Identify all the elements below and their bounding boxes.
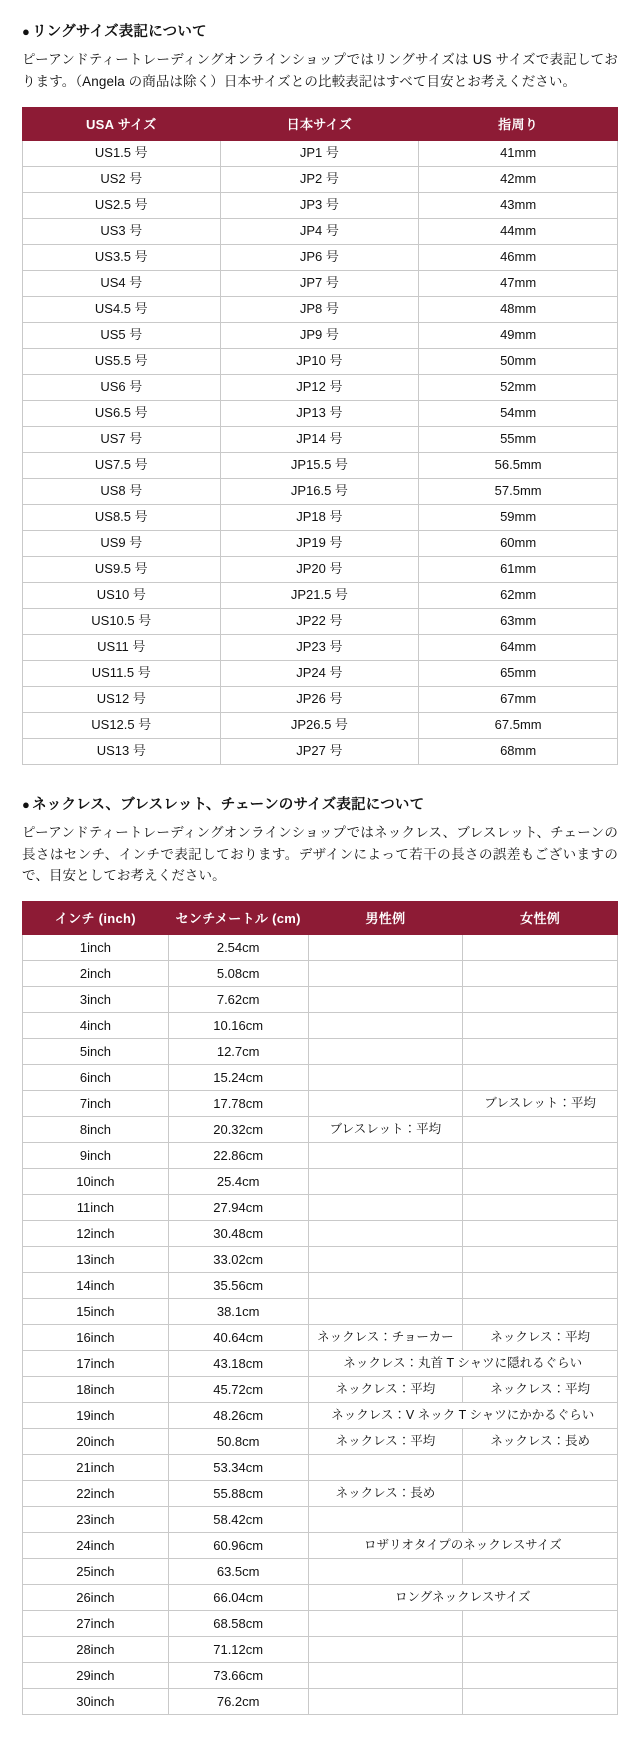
table-row — [23, 166, 618, 192]
cell-inch: 9inch — [23, 1143, 169, 1169]
cell-inch: 1inch — [23, 935, 169, 961]
table-row — [23, 270, 618, 296]
cell-circumference: 49mm — [419, 322, 618, 348]
cell-cm: 35.56cm — [168, 1273, 308, 1299]
cell-cm: 5.08cm — [168, 961, 308, 987]
cell-usa-size: US5.5 号 — [23, 348, 221, 374]
cell-male-example — [308, 1663, 463, 1689]
cell-japan-size: JP26.5 号 — [220, 712, 419, 738]
cell-cm: 76.2cm — [168, 1689, 308, 1715]
cell-inch: 22inch — [23, 1481, 169, 1507]
cell-inch: 15inch — [23, 1299, 169, 1325]
table-row — [23, 1377, 618, 1403]
bullet-icon: ● — [22, 24, 31, 39]
cell-cm: 48.26cm — [168, 1403, 308, 1429]
cell-circumference: 42mm — [419, 166, 618, 192]
cell-japan-size: JP22 号 — [220, 608, 419, 634]
table-row — [23, 1221, 618, 1247]
table-header-row — [23, 902, 618, 935]
cell-japan-size: JP6 号 — [220, 244, 419, 270]
cell-inch: 10inch — [23, 1169, 169, 1195]
cell-japan-size: JP3 号 — [220, 192, 419, 218]
cell-cm: 60.96cm — [168, 1533, 308, 1559]
cell-inch: 25inch — [23, 1559, 169, 1585]
cell-male-example — [308, 1507, 463, 1533]
cell-japan-size: JP7 号 — [220, 270, 419, 296]
cell-circumference: 57.5mm — [419, 478, 618, 504]
cell-cm: 20.32cm — [168, 1117, 308, 1143]
cell-inch: 4inch — [23, 1013, 169, 1039]
cell-cm: 66.04cm — [168, 1585, 308, 1611]
cell-male-example — [308, 1559, 463, 1585]
cell-inch: 30inch — [23, 1689, 169, 1715]
cell-female-example — [463, 1273, 618, 1299]
table-row — [23, 1195, 618, 1221]
cell-female-example: ブレスレット：平均 — [463, 1091, 618, 1117]
cell-inch: 11inch — [23, 1195, 169, 1221]
cell-example-combined: ネックレス：V ネック T シャツにかかるぐらい — [308, 1403, 617, 1429]
table-row — [23, 348, 618, 374]
cell-cm: 58.42cm — [168, 1507, 308, 1533]
cell-cm: 71.12cm — [168, 1637, 308, 1663]
cell-cm: 2.54cm — [168, 935, 308, 961]
cell-inch: 18inch — [23, 1377, 169, 1403]
cell-usa-size: US9 号 — [23, 530, 221, 556]
cell-inch: 12inch — [23, 1221, 169, 1247]
table-row — [23, 426, 618, 452]
cell-japan-size: JP12 号 — [220, 374, 419, 400]
cell-cm: 43.18cm — [168, 1351, 308, 1377]
cell-female-example — [463, 1663, 618, 1689]
cell-cm: 50.8cm — [168, 1429, 308, 1455]
table-row — [23, 296, 618, 322]
cell-male-example: ネックレス：平均 — [308, 1429, 463, 1455]
cell-inch: 17inch — [23, 1351, 169, 1377]
table-row — [23, 1559, 618, 1585]
cell-usa-size: US10 号 — [23, 582, 221, 608]
cell-japan-size: JP1 号 — [220, 140, 419, 166]
cell-male-example — [308, 1299, 463, 1325]
cell-japan-size: JP10 号 — [220, 348, 419, 374]
cell-female-example — [463, 1611, 618, 1637]
column-header-circumference: 指周り — [419, 107, 618, 140]
cell-circumference: 50mm — [419, 348, 618, 374]
cell-circumference: 55mm — [419, 426, 618, 452]
necklace-section-heading — [22, 795, 618, 816]
cell-male-example — [308, 1221, 463, 1247]
necklace-section-heading-text: ネックレス、ブレスレット、チェーンのサイズ表記について — [32, 796, 425, 813]
cell-cm: 25.4cm — [168, 1169, 308, 1195]
cell-inch: 16inch — [23, 1325, 169, 1351]
table-row — [23, 738, 618, 764]
cell-japan-size: JP20 号 — [220, 556, 419, 582]
cell-circumference: 63mm — [419, 608, 618, 634]
table-row — [23, 1429, 618, 1455]
cell-japan-size: JP16.5 号 — [220, 478, 419, 504]
cell-usa-size: US2.5 号 — [23, 192, 221, 218]
cell-inch: 3inch — [23, 987, 169, 1013]
cell-female-example — [463, 1195, 618, 1221]
cell-male-example — [308, 1689, 463, 1715]
cell-cm: 68.58cm — [168, 1611, 308, 1637]
table-row — [23, 1403, 618, 1429]
table-row — [23, 504, 618, 530]
cell-cm: 33.02cm — [168, 1247, 308, 1273]
cell-circumference: 52mm — [419, 374, 618, 400]
cell-japan-size: JP4 号 — [220, 218, 419, 244]
cell-cm: 12.7cm — [168, 1039, 308, 1065]
cell-japan-size: JP2 号 — [220, 166, 419, 192]
cell-female-example — [463, 1299, 618, 1325]
cell-usa-size: US4 号 — [23, 270, 221, 296]
ring-size-section — [22, 22, 618, 765]
necklace-section-description: ピーアンドティートレーディングオンラインショップではネックレス、ブレスレット、チェーンの長さはセンチ、インチで表記しております。デザインによって若干の長さの誤差もございますので、目安としてお考えください。 — [22, 824, 618, 884]
cell-usa-size: US1.5 号 — [23, 140, 221, 166]
table-row — [23, 608, 618, 634]
bullet-icon: ● — [22, 796, 31, 812]
cell-male-example — [308, 1195, 463, 1221]
cell-japan-size: JP15.5 号 — [220, 452, 419, 478]
table-row — [23, 478, 618, 504]
column-header-inch: インチ (inch) — [23, 902, 169, 935]
cell-male-example: ネックレス：チョーカー — [308, 1325, 463, 1351]
table-header-row — [23, 107, 618, 140]
cell-inch: 7inch — [23, 1091, 169, 1117]
table-row — [23, 244, 618, 270]
cell-cm: 22.86cm — [168, 1143, 308, 1169]
table-row — [23, 218, 618, 244]
cell-circumference: 46mm — [419, 244, 618, 270]
cell-usa-size: US3.5 号 — [23, 244, 221, 270]
cell-female-example — [463, 1637, 618, 1663]
table-row — [23, 1455, 618, 1481]
table-row — [23, 987, 618, 1013]
cell-female-example — [463, 935, 618, 961]
cell-japan-size: JP18 号 — [220, 504, 419, 530]
cell-japan-size: JP13 号 — [220, 400, 419, 426]
table-row — [23, 1169, 618, 1195]
cell-usa-size: US9.5 号 — [23, 556, 221, 582]
cell-circumference: 59mm — [419, 504, 618, 530]
table-row — [23, 1091, 618, 1117]
cell-usa-size: US6.5 号 — [23, 400, 221, 426]
ring-section-heading — [22, 22, 618, 43]
cell-inch: 13inch — [23, 1247, 169, 1273]
cell-usa-size: US4.5 号 — [23, 296, 221, 322]
table-row — [23, 1507, 618, 1533]
cell-example-combined: ロングネックレスサイズ — [308, 1585, 617, 1611]
cell-female-example: ネックレス：長め — [463, 1429, 618, 1455]
cell-cm: 73.66cm — [168, 1663, 308, 1689]
table-row — [23, 1689, 618, 1715]
cell-inch: 29inch — [23, 1663, 169, 1689]
necklace-size-table — [22, 901, 618, 1715]
cell-male-example — [308, 1273, 463, 1299]
cell-cm: 55.88cm — [168, 1481, 308, 1507]
cell-usa-size: US7 号 — [23, 426, 221, 452]
cell-male-example — [308, 1455, 463, 1481]
cell-female-example — [463, 1169, 618, 1195]
table-row — [23, 1065, 618, 1091]
cell-female-example — [463, 1221, 618, 1247]
cell-japan-size: JP24 号 — [220, 660, 419, 686]
cell-japan-size: JP14 号 — [220, 426, 419, 452]
table-row — [23, 686, 618, 712]
cell-circumference: 67mm — [419, 686, 618, 712]
ring-size-table — [22, 107, 618, 765]
column-header-male-example: 男性例 — [308, 902, 463, 935]
cell-inch: 2inch — [23, 961, 169, 987]
cell-usa-size: US2 号 — [23, 166, 221, 192]
cell-usa-size: US12.5 号 — [23, 712, 221, 738]
cell-male-example — [308, 1013, 463, 1039]
cell-japan-size: JP23 号 — [220, 634, 419, 660]
cell-female-example — [463, 961, 618, 987]
cell-japan-size: JP26 号 — [220, 686, 419, 712]
table-row — [23, 1273, 618, 1299]
cell-cm: 63.5cm — [168, 1559, 308, 1585]
cell-japan-size: JP27 号 — [220, 738, 419, 764]
table-row — [23, 1637, 618, 1663]
cell-male-example — [308, 987, 463, 1013]
cell-cm: 40.64cm — [168, 1325, 308, 1351]
cell-inch: 21inch — [23, 1455, 169, 1481]
cell-inch: 5inch — [23, 1039, 169, 1065]
table-row — [23, 1351, 618, 1377]
cell-japan-size: JP21.5 号 — [220, 582, 419, 608]
cell-circumference: 56.5mm — [419, 452, 618, 478]
cell-female-example — [463, 1143, 618, 1169]
ring-section-description: ピーアンドティートレーディングオンラインショップではリングサイズは US サイズで表記しております。（Angela の商品は除く）日本サイズとの比較表記はすべて目安とお考えください。 — [22, 52, 618, 89]
cell-male-example — [308, 961, 463, 987]
table-row — [23, 1585, 618, 1611]
cell-circumference: 60mm — [419, 530, 618, 556]
cell-example-combined: ロザリオタイプのネックレスサイズ — [308, 1533, 617, 1559]
cell-usa-size: US7.5 号 — [23, 452, 221, 478]
cell-usa-size: US6 号 — [23, 374, 221, 400]
cell-cm: 30.48cm — [168, 1221, 308, 1247]
cell-cm: 27.94cm — [168, 1195, 308, 1221]
cell-japan-size: JP19 号 — [220, 530, 419, 556]
cell-cm: 53.34cm — [168, 1455, 308, 1481]
cell-circumference: 54mm — [419, 400, 618, 426]
cell-circumference: 68mm — [419, 738, 618, 764]
cell-cm: 7.62cm — [168, 987, 308, 1013]
table-row — [23, 1481, 618, 1507]
cell-male-example — [308, 1091, 463, 1117]
cell-inch: 24inch — [23, 1533, 169, 1559]
cell-male-example — [308, 1637, 463, 1663]
section-spacer — [22, 765, 618, 795]
cell-inch: 8inch — [23, 1117, 169, 1143]
cell-female-example — [463, 987, 618, 1013]
table-row — [23, 1663, 618, 1689]
cell-usa-size: US13 号 — [23, 738, 221, 764]
table-row — [23, 1117, 618, 1143]
cell-male-example — [308, 1169, 463, 1195]
cell-circumference: 67.5mm — [419, 712, 618, 738]
cell-circumference: 48mm — [419, 296, 618, 322]
cell-female-example — [463, 1507, 618, 1533]
column-header-japan: 日本サイズ — [220, 107, 419, 140]
cell-cm: 15.24cm — [168, 1065, 308, 1091]
cell-female-example — [463, 1559, 618, 1585]
cell-cm: 45.72cm — [168, 1377, 308, 1403]
cell-circumference: 47mm — [419, 270, 618, 296]
table-row — [23, 1533, 618, 1559]
cell-female-example — [463, 1013, 618, 1039]
table-row — [23, 1325, 618, 1351]
table-row — [23, 582, 618, 608]
table-row — [23, 1143, 618, 1169]
cell-female-example — [463, 1065, 618, 1091]
table-row — [23, 556, 618, 582]
table-row — [23, 1247, 618, 1273]
cell-inch: 26inch — [23, 1585, 169, 1611]
cell-japan-size: JP9 号 — [220, 322, 419, 348]
cell-usa-size: US3 号 — [23, 218, 221, 244]
column-header-female-example: 女性例 — [463, 902, 618, 935]
ring-table-body — [23, 140, 618, 764]
cell-male-example — [308, 935, 463, 961]
cell-usa-size: US8 号 — [23, 478, 221, 504]
cell-male-example: ネックレス：平均 — [308, 1377, 463, 1403]
cell-circumference: 62mm — [419, 582, 618, 608]
cell-male-example — [308, 1247, 463, 1273]
column-header-cm: センチメートル (cm) — [168, 902, 308, 935]
table-row — [23, 961, 618, 987]
cell-female-example — [463, 1039, 618, 1065]
cell-usa-size: US5 号 — [23, 322, 221, 348]
table-row — [23, 712, 618, 738]
cell-inch: 20inch — [23, 1429, 169, 1455]
table-row — [23, 634, 618, 660]
cell-usa-size: US11 号 — [23, 634, 221, 660]
cell-female-example — [463, 1689, 618, 1715]
cell-female-example — [463, 1247, 618, 1273]
cell-cm: 17.78cm — [168, 1091, 308, 1117]
necklace-table-body — [23, 935, 618, 1715]
cell-japan-size: JP8 号 — [220, 296, 419, 322]
table-row — [23, 400, 618, 426]
cell-female-example: ネックレス：平均 — [463, 1325, 618, 1351]
table-row — [23, 374, 618, 400]
cell-male-example — [308, 1143, 463, 1169]
table-row — [23, 192, 618, 218]
cell-circumference: 44mm — [419, 218, 618, 244]
table-row — [23, 1013, 618, 1039]
column-header-usa: USA サイズ — [23, 107, 221, 140]
cell-circumference: 41mm — [419, 140, 618, 166]
cell-usa-size: US8.5 号 — [23, 504, 221, 530]
necklace-size-section — [22, 795, 618, 1716]
cell-male-example — [308, 1611, 463, 1637]
cell-male-example — [308, 1039, 463, 1065]
cell-circumference: 61mm — [419, 556, 618, 582]
table-row — [23, 1611, 618, 1637]
cell-inch: 23inch — [23, 1507, 169, 1533]
cell-inch: 27inch — [23, 1611, 169, 1637]
cell-female-example — [463, 1117, 618, 1143]
cell-inch: 28inch — [23, 1637, 169, 1663]
ring-section-heading-text: リングサイズ表記について — [32, 24, 207, 40]
cell-circumference: 43mm — [419, 192, 618, 218]
cell-cm: 10.16cm — [168, 1013, 308, 1039]
table-row — [23, 935, 618, 961]
cell-cm: 38.1cm — [168, 1299, 308, 1325]
table-row — [23, 322, 618, 348]
cell-example-combined: ネックレス：丸首 T シャツに隠れるぐらい — [308, 1351, 617, 1377]
cell-circumference: 65mm — [419, 660, 618, 686]
cell-male-example — [308, 1065, 463, 1091]
cell-female-example: ネックレス：平均 — [463, 1377, 618, 1403]
table-row — [23, 140, 618, 166]
cell-usa-size: US11.5 号 — [23, 660, 221, 686]
cell-male-example: ネックレス：長め — [308, 1481, 463, 1507]
cell-inch: 14inch — [23, 1273, 169, 1299]
table-row — [23, 1039, 618, 1065]
cell-usa-size: US10.5 号 — [23, 608, 221, 634]
cell-male-example: ブレスレット：平均 — [308, 1117, 463, 1143]
cell-circumference: 64mm — [419, 634, 618, 660]
cell-usa-size: US12 号 — [23, 686, 221, 712]
cell-inch: 19inch — [23, 1403, 169, 1429]
table-row — [23, 530, 618, 556]
cell-inch: 6inch — [23, 1065, 169, 1091]
cell-female-example — [463, 1455, 618, 1481]
table-row — [23, 1299, 618, 1325]
cell-female-example — [463, 1481, 618, 1507]
table-row — [23, 452, 618, 478]
table-row — [23, 660, 618, 686]
